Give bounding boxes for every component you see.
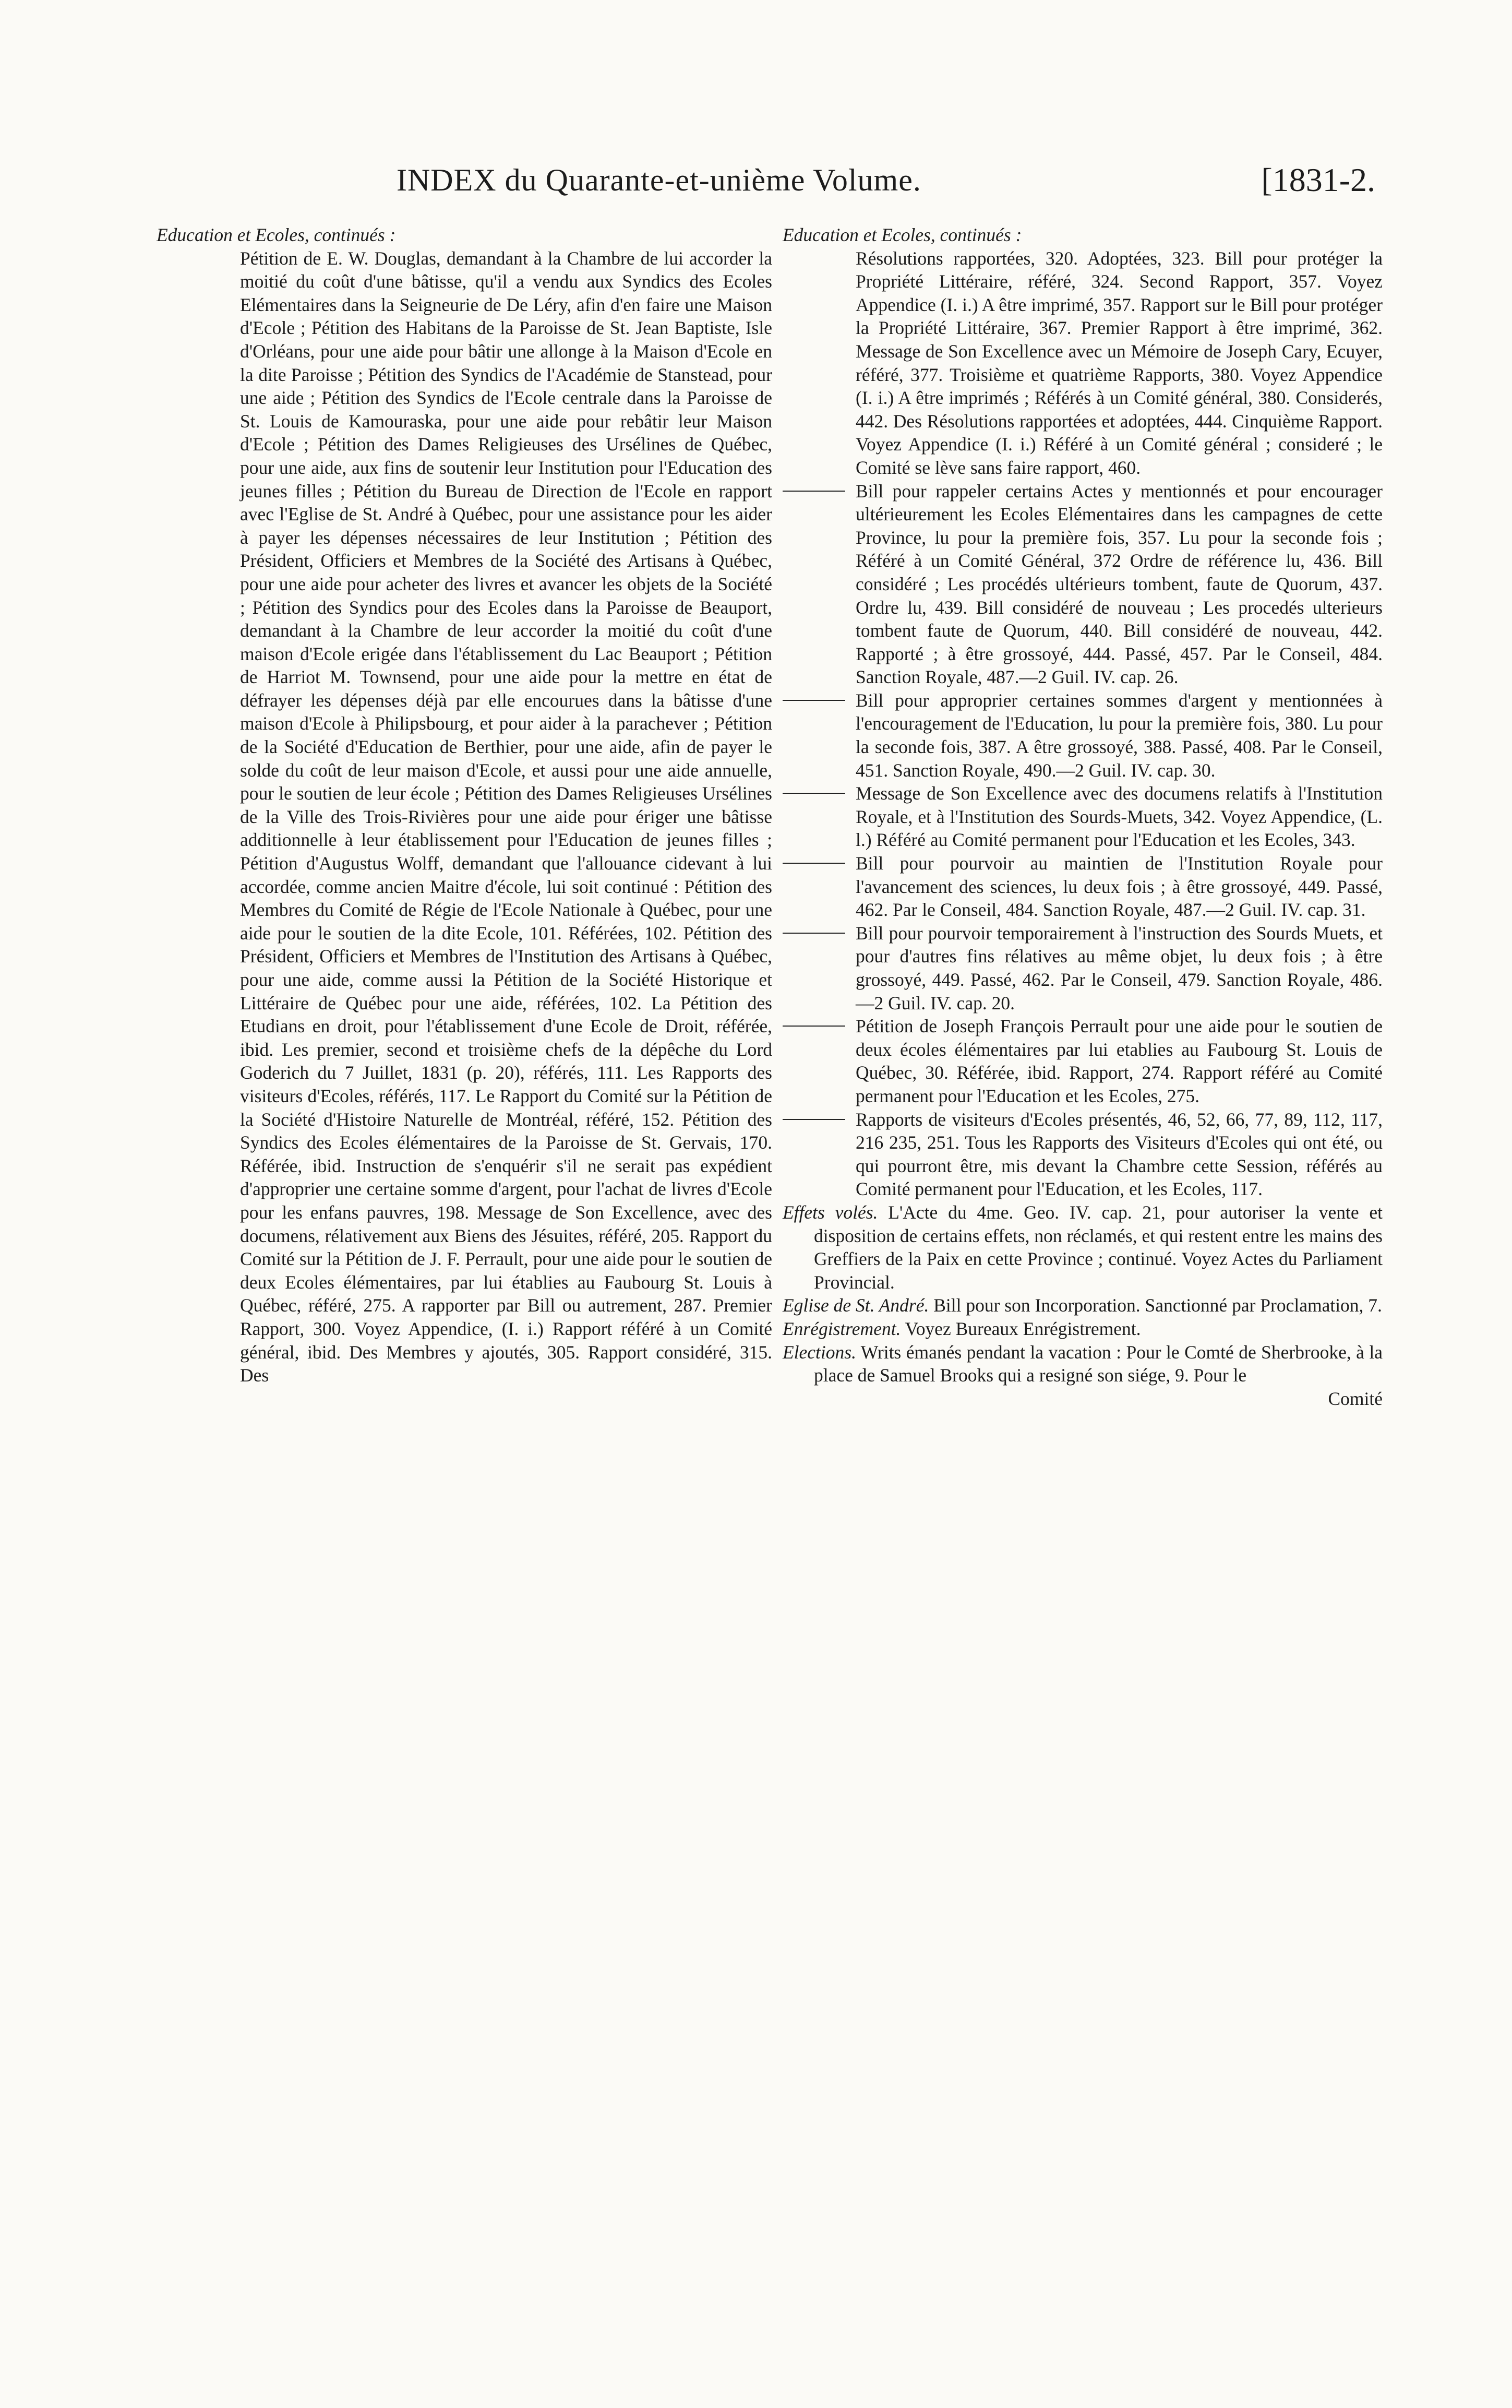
entry-label: Eglise de St. André. <box>783 1295 929 1316</box>
entry-text: Message de Son Excellence avec des documens relatifs à l'Institution Royale, et à l'Institution des Sourds-Muets, 342. Voyez Appendice, (L. l.) Référé au Comité permanent pour l'Education et les Ecoles, 343. <box>856 783 1383 851</box>
dash-rule <box>783 793 845 794</box>
left-heading: Education et Ecoles, continués : <box>157 224 396 245</box>
entry-text: Rapports de visiteurs d'Ecoles présentés, 46, 52, 66, 77, 89, 112, 117, 216 235, 251. Tous les Rapports des Visiteurs d'Ecoles qui ont été, ou qui pourront être, mis devant la Chambre cette Session, référés au Comité permanent pour l'Education, et les Ecoles, 117. <box>856 1108 1383 1200</box>
index-entry <box>783 1015 1383 1107</box>
page-header <box>397 157 1388 204</box>
entry-label: Enrégistrement. <box>783 1318 901 1339</box>
entry-label: Effets volés. <box>783 1201 878 1223</box>
entry-text: Bill pour approprier certaines sommes d'argent y mentionnées à l'encouragement de l'Education, lu pour la première fois, 380. Lu pour la seconde fois, 387. A être grossoyé, 388. Passé, 408. Par le Conseil, 451. Sanction Royale, 490.—2 Guil. IV. cap. 30. <box>856 689 1383 781</box>
right-body: Résolutions rapportées, 320. Adoptées, 323. Bill pour protéger la Propriété Littéraire, référé, 324. Second Rapport, 357. Voyez Appendice (I. i.) A être imprimé, 357. Rapport sur le Bill pour protéger la Propriété Littéraire, 367. Premier Rapport à être imprimé, 362. Message de Son Excellence avec un Mémoire de Joseph Cary, Ecuyer, référé, 377. Troisième et quatrième Rapports, 380. Voyez Appendice (I. i.) A être imprimés ; Référés à un Comité général, 380. Considerés, 442. Des Résolutions rapportées et adoptées, 444. Cinquième Rapport. Voyez Appendice (I. i.) Référé à un Comité général ; consideré ; le Comité se lève sans faire rapport, 460. <box>856 247 1383 478</box>
entry-text: Writs émanés pendant la vacation : Pour le Comté de Sherbrooke, à la place de Samuel Brooks qui a resigné son siége, 9. Pour le <box>814 1341 1383 1386</box>
entry-text: Bill pour rappeler certains Actes y mentionnés et pour encourager ultérieurement les Ecoles Elémentaires dans les campagnes de cette Province, lu pour la première fois, 357. Lu pour la seconde fois ; Référé à un Comité Général, 372 Ordre de référence lu, 436. Bill considéré ; Les procédés ultérieurs tombent, faute de Quorum, 437. Ordre lu, 439. Bill considéré de nouveau ; Les procedés ulterieurs tombent faute de Quorum, 440. Bill considéré de nouveau, 442. Rapporté ; à être grossoyé, 444. Passé, 457. Par le Conseil, 484. Sanction Royale, 487.—2 Guil. IV. cap. 26. <box>856 480 1383 688</box>
entry-text: Pétition de Joseph François Perrault pour une aide pour le soutien de deux écoles élémentaires par lui etablies au Faubourg St. Louis de Québec, 30. Référée, ibid. Rapport, 274. Rapport référé au Comité permanent pour l'Education et les Ecoles, 275. <box>856 1016 1383 1106</box>
left-column <box>157 223 772 1387</box>
dash-rule <box>783 863 845 864</box>
entry-elections <box>783 1341 1383 1387</box>
page-year: [1831-2. <box>1261 161 1375 198</box>
dash-rule <box>783 933 845 934</box>
right-heading: Education et Ecoles, continués : <box>783 224 1022 245</box>
dash-rule <box>783 1119 845 1120</box>
index-entry <box>783 852 1383 922</box>
entry-effets-voles <box>783 1201 1383 1294</box>
entry-eglise-st-andre <box>783 1294 1383 1317</box>
index-entry <box>783 782 1383 852</box>
dash-rule <box>783 1026 845 1027</box>
left-body: Pétition de E. W. Douglas, demandant à la Chambre de lui accorder la moitié du coût d'une bâtisse, qu'il a vendu aux Syndics des Ecoles Elémentaires dans la Seigneurie de De Léry, afin d'en faire une Maison d'Ecole ; Pétition des Habitans de la Paroisse de St. Jean Baptiste, Isle d'Orléans, pour une aide pour bâtir une allonge à la Maison d'Ecole en la dite Paroisse ; Pétition des Syndics de l'Académie de Stanstead, pour une aide ; Pétition des Syndics de l'Ecole centrale dans la Paroisse de St. Louis de Kamouraska, pour une aide pour rebâtir leur Maison d'Ecole ; Pétition des Dames Religieuses des Ursélines de Québec, pour une aide, aux fins de soutenir leur Institution pour l'Education des jeunes filles ; Pétition du Bureau de Direction de l'Ecole en rapport avec l'Eglise de St. André à Québec, pour une assistance pour les aider à payer les dépenses nécessaires de leur Institution ; Pétition des Président, Officiers et Membres de la Société des Artisans à Québec, pour une aide pour acheter des livres et avancer les objets de la Société ; Pétition des Syndics pour des Ecoles dans la Paroisse de Beauport, demandant à la Chambre de leur accorder la moitié du coût d'une maison d'Ecole erigée dans l'établissement du Lac Beauport ; Pétition de Harriot M. Townsend, pour une aide pour la mettre en état de défrayer les dépenses déjà par elle encourues dans la bâtisse d'une maison d'Ecole à Philipsbourg, et pour aider à la parachever ; Pétition de la Société d'Education de Berthier, pour une aide, afin de payer le solde du coût de leur maison d'Ecole, et aussi pour une aide annuelle, pour le soutien de leur école ; Pétition des Dames Religieuses Ursélines de la Ville des Trois-Rivières pour une aide pour ériger une bâtisse additionnelle à leur établissement pour l'Education de jeunes filles ; Pétition d'Augustus Wolff, demandant que l'allouance cidevant à lui accordée, comme ancien Maitre d'école, lui soit continué : Pétition des Membres du Comité de Régie de l'Ecole Nationale à Québec, pour une aide pour le soutien de la dite Ecole, 101. Référées, 102. Pétition des Président, Officiers et Membres de l'Institution des Artisans à Québec, pour une aide, comme aussi la Pétition de la Société Historique et Littéraire de Québec pour une aide, référées, 102. La Pétition des Etudians en droit, pour l'établissement d'une Ecole de Droit, référée, ibid. Les premier, second et troisième chefs de la dépêche du Lord Goderich du 7 Juillet, 1831 (p. 20), référés, 111. Les Rapports des visiteurs d'Ecoles, référés, 117. Le Rapport du Comité sur la Pétition de la Société d'Histoire Naturelle de Montréal, référé, 152. Pétition des Syndics des Ecoles élémentaires de la Paroisse de St. Gervais, 170. Référée, ibid. Instruction de s'enquérir s'il ne serait pas expédient d'approprier une certaine somme d'argent, pour l'achat de livres d'Ecole pour les enfans pauvres, 198. Message de Son Excellence, avec des documens, rélativement aux Biens des Jésuites, référé, 205. Rapport du Comité sur la Pétition de J. F. Perrault, pour une aide pour le soutien de deux Ecoles élémentaires, par lui établies au Faubourg St. Louis à Québec, référé, 275. A rapporter par Bill ou autrement, 287. Premier Rapport, 300. Voyez Appendice, (I. i.) Rapport référé à un Comité général, ibid. Des Membres y ajoutés, 305. Rapport considéré, 315. Des <box>240 247 772 1386</box>
page-title: INDEX du Quarante-et-unième Volume. <box>397 163 921 197</box>
index-entry <box>783 480 1383 689</box>
entry-text: Voyez Bureaux Enrégistrement. <box>905 1318 1141 1339</box>
entry-text: L'Acte du 4me. Geo. IV. cap. 21, pour autoriser la vente et disposition de certains effets, non réclamés, et qui restent entre les mains des Greffiers de la Paix en cette Province ; continué. Voyez Actes du Parliament Provincial. <box>814 1201 1383 1293</box>
index-entry <box>783 922 1383 1015</box>
dash-rule <box>783 491 845 492</box>
entry-text: Bill pour son Incorporation. Sanctionné par Proclamation, 7. <box>933 1295 1382 1316</box>
right-column <box>783 223 1383 1410</box>
catchword: Comité <box>1328 1388 1383 1409</box>
entry-text: Bill pour pourvoir temporairement à l'instruction des Sourds Muets, et pour d'autres fins rélatives au même objet, lu deux fois ; à être grossoyé, 449. Passé, 462. Par le Conseil, 479. Sanction Royale, 486.—2 Guil. IV. cap. 20. <box>856 922 1383 1014</box>
entry-text: Bill pour pourvoir au maintien de l'Institution Royale pour l'avancement des sciences, lu deux fois ; à être grossoyé, 449. Passé, 462. Par le Conseil, 484. Sanction Royale, 487.—2 Guil. IV. cap. 31. <box>856 853 1383 921</box>
dash-rule <box>783 700 845 701</box>
entry-label: Elections. <box>783 1341 856 1363</box>
entry-enregistrement <box>783 1317 1383 1341</box>
index-entry <box>783 689 1383 782</box>
index-entry <box>783 1108 1383 1201</box>
